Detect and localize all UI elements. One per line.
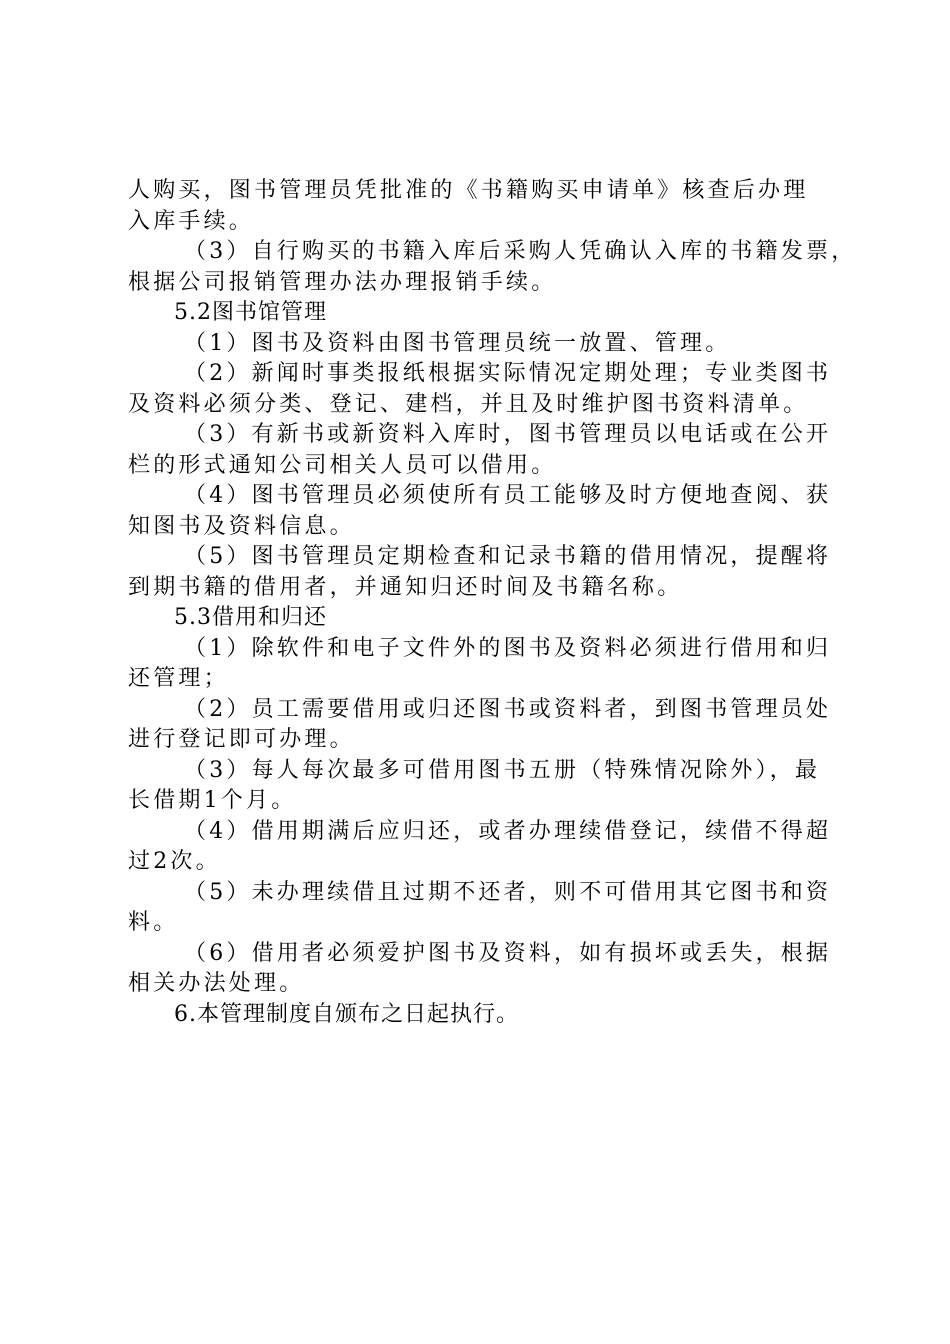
text-line: 长借期1个月。 <box>128 788 297 813</box>
list-item: （5）未办理续借且过期不还者，则不可借用其它图书和资 <box>184 879 832 905</box>
list-item: （3）有新书或新资料入库时，图书管理员以电话或在公开 <box>184 422 832 447</box>
text-line: 过2次。 <box>128 849 221 874</box>
text-line: 入库手续。 <box>128 208 255 234</box>
list-item: （3）自行购买的书籍入库后采购人凭确认入库的书籍发票， <box>184 239 857 264</box>
section-heading: 5.2图书馆管理 <box>174 300 327 325</box>
document-body <box>128 176 857 1030</box>
text-line: 知图书及资料信息。 <box>128 513 355 539</box>
text-line: 根据公司报销管理办法办理报销手续。 <box>128 269 557 295</box>
text-line: 人购买，图书管理员凭批准的《书籍购买申请单》核查后办理 <box>128 178 809 203</box>
list-item: （2）新闻时事类报纸根据实际情况定期处理；专业类图书 <box>184 361 832 386</box>
section-heading: 5.3借用和归还 <box>174 605 327 630</box>
list-item: （4）借用期满后应归还，或者办理续借登记，续借不得超 <box>184 818 832 844</box>
text-line: 料。 <box>128 910 179 935</box>
text-line: 及资料必须分类、登记、建档，并且及时维护图书资料清单。 <box>128 391 809 417</box>
text-line: 进行登记即可办理。 <box>128 727 355 752</box>
text-line: 栏的形式通知公司相关人员可以借用。 <box>128 452 557 478</box>
list-item: （3）每人每次最多可借用图书五册（特殊情况除外），最 <box>184 757 821 783</box>
text-line: 相关办法处理。 <box>128 971 305 996</box>
list-item: （2）员工需要借用或归还图书或资料者，到图书管理员处 <box>184 696 832 722</box>
text-line: 到期书籍的借用者，并通知归还时间及书籍名称。 <box>128 574 683 600</box>
list-item: （6）借用者必须爱护图书及资料，如有损坏或丢失，根据 <box>184 940 832 966</box>
text-line: 还管理； <box>128 666 229 691</box>
list-item: （4）图书管理员必须使所有员工能够及时方便地查阅、获 <box>184 483 832 508</box>
list-item: （1）图书及资料由图书管理员统一放置、管理。 <box>184 330 731 356</box>
section-heading: 6.本管理制度自颁布之日起执行。 <box>174 1001 519 1027</box>
list-item: （1）除软件和电子文件外的图书及资料必须进行借用和归 <box>184 635 832 661</box>
list-item: （5）图书管理员定期检查和记录书籍的借用情况，提醒将 <box>184 544 832 569</box>
